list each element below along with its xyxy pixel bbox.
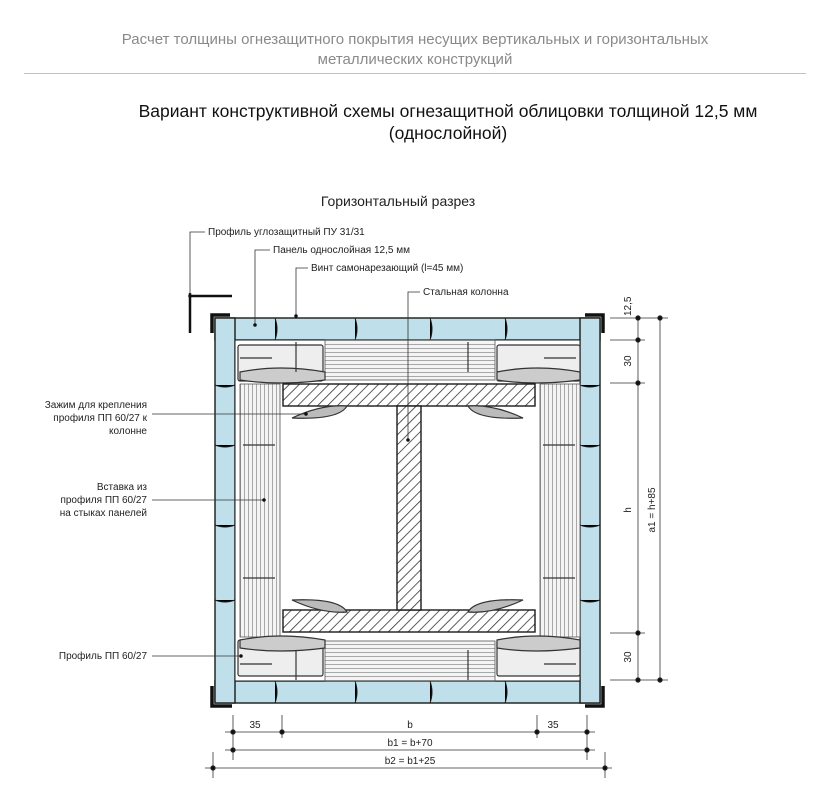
- section-title: Горизонтальный разрез: [320, 193, 476, 209]
- page-header-line2: металлических конструкций: [317, 51, 513, 68]
- label-steel-column: Стальная колонна: [423, 287, 509, 298]
- page-header-line1: Расчет толщины огнезащитного покрытия несущих вертикальных и горизонтальных: [121, 31, 709, 48]
- dim-30-top: 30: [623, 355, 634, 367]
- dim-a1: a1 = h+85: [647, 487, 658, 533]
- label-insert-line2: профиля ПП 60/27: [60, 495, 147, 506]
- dimension-lines-right: [610, 316, 668, 683]
- label-panel: Панель однослойная 12,5 мм: [273, 245, 410, 256]
- label-clamp-line3: колонне: [109, 426, 147, 437]
- main-title-line2: (однослойной): [388, 123, 508, 143]
- label-insert-line3: на стыках панелей: [59, 508, 147, 519]
- dim-b2: b2 = b1+25: [384, 756, 436, 767]
- label-insert-line1: Вставка из: [96, 482, 147, 493]
- dim-35-right: 35: [547, 720, 559, 731]
- label-screw: Винт самонарезающий (l=45 мм): [311, 263, 464, 274]
- label-clamp-line1: Зажим для крепления: [44, 400, 147, 411]
- dim-35-left: 35: [249, 720, 261, 731]
- dim-b: b: [407, 720, 413, 731]
- dim-b1: b1 = b+70: [387, 738, 433, 749]
- label-corner-profile: Профиль углозащитный ПУ 31/31: [208, 227, 365, 238]
- label-clamp-line2: профиля ПП 60/27 к: [53, 413, 147, 424]
- dim-30-bottom: 30: [623, 651, 634, 663]
- main-title-line1: Вариант конструктивной схемы огнезащитной облицовки толщиной 12,5 мм: [138, 101, 758, 121]
- label-profile-pp: Профиль ПП 60/27: [58, 651, 147, 662]
- dim-h: h: [623, 507, 634, 513]
- dim-12-5: 12,5: [623, 296, 634, 316]
